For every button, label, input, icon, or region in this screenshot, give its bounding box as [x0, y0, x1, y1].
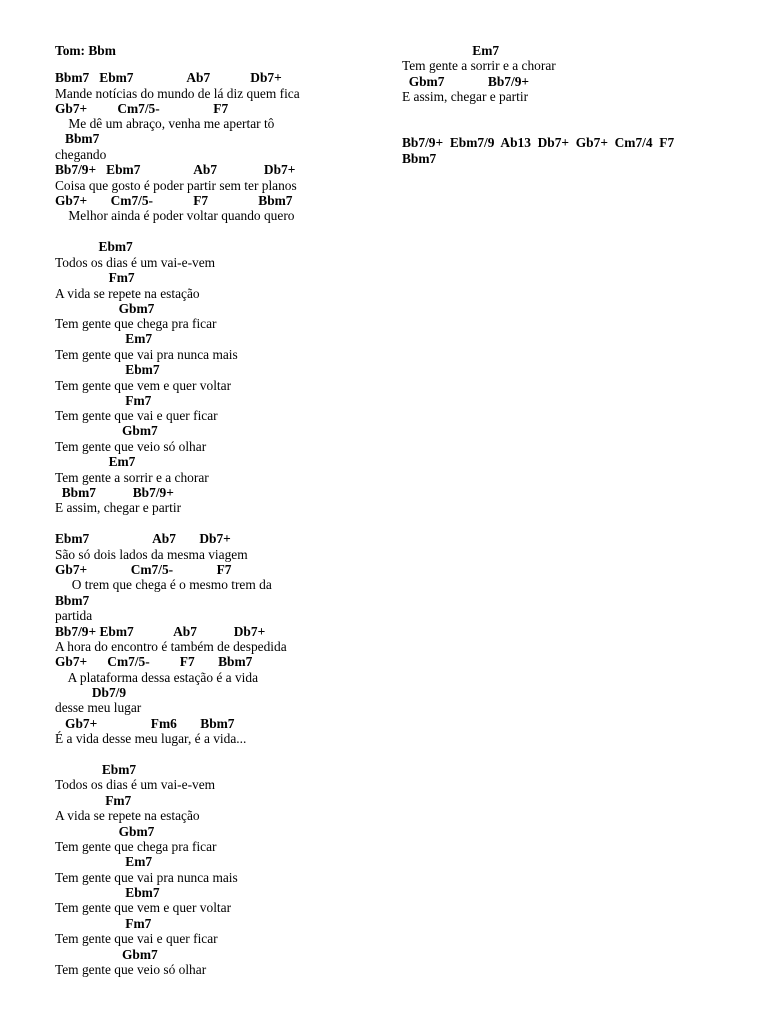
lyric-line: Me dê um abraço, venha me apertar tô: [55, 116, 275, 131]
lyric-line: O trem que chega é o mesmo trem da: [55, 577, 272, 592]
chord-line: Bb7/9+ Ebm7/9 Ab13 Db7+ Gb7+ Cm7/4 F7: [402, 135, 675, 150]
chord-line: Gbm7: [55, 824, 155, 839]
chord-line: Fm7: [55, 916, 152, 931]
chord-line: Gb7+ Cm7/5- F7: [55, 101, 229, 116]
chord-line: Bbm7 Ebm7 Ab7 Db7+: [55, 70, 282, 85]
chord-line: Ebm7: [55, 885, 160, 900]
lyric-line: Todos os dias é um vai-e-vem: [55, 255, 216, 270]
lyric-line: Tem gente que veio só olhar: [55, 439, 207, 454]
chord-line: Bbm7: [402, 151, 437, 166]
chord-line: Db7/9: [55, 685, 127, 700]
lyric-line: E assim, chegar e partir: [55, 500, 182, 515]
lyric-line: Melhor ainda é poder voltar quando quero: [55, 208, 295, 223]
chord-line: Ebm7: [55, 762, 137, 777]
lyric-line: Tem gente que vem e quer voltar: [55, 900, 232, 915]
lyric-line: Todos os dias é um vai-e-vem: [55, 777, 216, 792]
chord-line: Gbm7: [55, 423, 158, 438]
chord-line: Gb7+ Cm7/5- F7 Bbm7: [55, 193, 293, 208]
chord-line: Fm7: [55, 793, 132, 808]
lyric-line: Tem gente que vem e quer voltar: [55, 378, 232, 393]
chord-line: Bb7/9+ Ebm7 Ab7 Db7+: [55, 624, 266, 639]
chord-line: Em7: [55, 854, 153, 869]
lyric-line: Tem gente que vai pra nunca mais: [55, 347, 238, 362]
lyric-line: É a vida desse meu lugar, é a vida...: [55, 731, 247, 746]
lyric-line: Tem gente que veio só olhar: [55, 962, 207, 977]
chord-line: Gb7+ Fm6 Bbm7: [55, 716, 235, 731]
lyric-line: A hora do encontro é também de despedida: [55, 639, 287, 654]
chord-line: Em7: [55, 331, 153, 346]
lyric-line: A plataforma dessa estação é a vida: [55, 670, 259, 685]
lyric-line: Tem gente que chega pra ficar: [55, 839, 217, 854]
chord-line: Bbm7 Bb7/9+: [55, 485, 174, 500]
chord-line: Fm7: [55, 393, 152, 408]
lyric-line: Tem gente que vai pra nunca mais: [55, 870, 238, 885]
chord-line: Gb7+ Cm7/5- F7: [55, 562, 232, 577]
chord-line: Gb7+ Cm7/5- F7 Bbm7: [55, 654, 253, 669]
lyric-line: A vida se repete na estação: [55, 808, 200, 823]
chord-line: Bbm7: [55, 593, 90, 608]
chord-line: Bb7/9+ Ebm7 Ab7 Db7+: [55, 162, 296, 177]
lyric-line: E assim, chegar e partir: [402, 89, 529, 104]
chord-line: Fm7: [55, 270, 135, 285]
chord-line: Ebm7: [55, 362, 160, 377]
lyric-line: desse meu lugar: [55, 700, 142, 715]
lyric-line: Tem gente a sorrir e a chorar: [402, 58, 556, 73]
lyric-line: chegando: [55, 147, 107, 162]
lyric-line: Tem gente a sorrir e a chorar: [55, 470, 209, 485]
chord-line: Gbm7: [55, 947, 158, 962]
lyric-line: Tem gente que vai e quer ficar: [55, 408, 218, 423]
lyric-line: Tem gente que chega pra ficar: [55, 316, 217, 331]
chord-line: Ebm7: [55, 239, 133, 254]
lyric-line: A vida se repete na estação: [55, 286, 200, 301]
chord-line: Gbm7: [55, 301, 155, 316]
lyric-line: Coisa que gosto é poder partir sem ter planos: [55, 178, 297, 193]
lyric-line: Tem gente que vai e quer ficar: [55, 931, 218, 946]
chord-line: Em7: [55, 454, 136, 469]
lyric-line: São só dois lados da mesma viagem: [55, 547, 248, 562]
lyric-line: partida: [55, 608, 93, 623]
lyric-line: Mande notícias do mundo de lá diz quem fica: [55, 86, 300, 101]
chord-line: Ebm7 Ab7 Db7+: [55, 531, 231, 546]
chord-line: Bbm7: [55, 131, 100, 146]
chord-line: Gbm7 Bb7/9+: [402, 74, 530, 89]
chord-line: Em7: [402, 43, 500, 58]
chord-line: Tom: Bbm: [55, 43, 116, 58]
